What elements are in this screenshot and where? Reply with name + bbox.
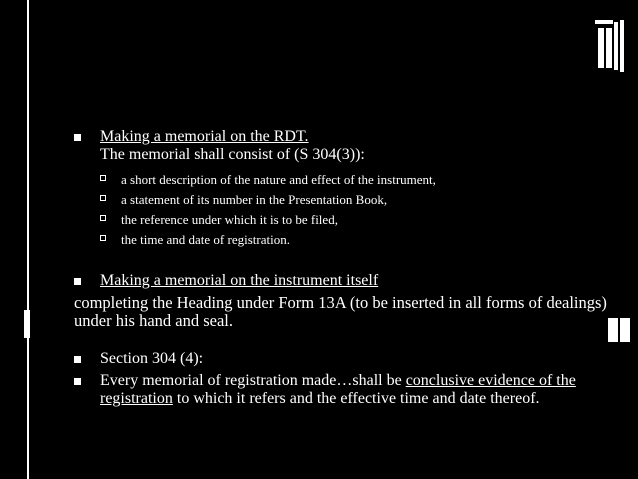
heading-paragraph: completing the Heading under Form 13A (to be inserted in all forms of dealings) under his hand and seal.: [74, 293, 607, 330]
sub-bullet-icon: [100, 175, 106, 181]
accent-line-left-2: [24, 310, 30, 338]
deco-block-3: [606, 28, 612, 68]
bullet-section-304: Section 304 (4):: [74, 350, 624, 368]
sub-item: the reference under which it is to be filed,: [100, 210, 624, 230]
deco-block-4: [614, 22, 618, 70]
accent-line-left: [27, 0, 29, 479]
bullet-instrument-title: Making a memorial on the instrument itself: [100, 272, 379, 289]
sub-item: a short description of the nature and effect of the instrument,: [100, 170, 624, 190]
bullet-square-icon: [74, 356, 81, 363]
sub-item: a statement of its number in the Presentation Book,: [100, 190, 624, 210]
bullet-rdt: [74, 128, 624, 164]
bullet-rdt-sub: The memorial shall consist of (S 304(3)):: [100, 146, 365, 163]
bullet-square-icon: [74, 378, 81, 385]
memorial-sublist: [100, 170, 624, 250]
slide-content: [74, 128, 624, 408]
bullet-square-icon: [74, 278, 81, 285]
bullet-rdt-title: Making a memorial on the RDT.: [100, 128, 309, 145]
deco-block-2: [598, 28, 604, 68]
deco-block-5: [620, 20, 624, 72]
sub-bullet-icon: [100, 195, 106, 201]
sub-bullet-icon: [100, 235, 106, 241]
deco-block-1: [595, 20, 613, 24]
bullet-conclusive: Every memorial of registration made…shall be conclusive evidence of the registration to which it refers and the effective time and date thereof.: [74, 372, 624, 408]
sub-item: the time and date of registration.: [100, 230, 624, 250]
bullet-instrument: [74, 272, 624, 290]
sub-bullet-icon: [100, 215, 106, 221]
conclusive-evidence-text: conclusive evidence of the registration: [100, 372, 576, 407]
bullet-square-icon: [74, 134, 81, 141]
